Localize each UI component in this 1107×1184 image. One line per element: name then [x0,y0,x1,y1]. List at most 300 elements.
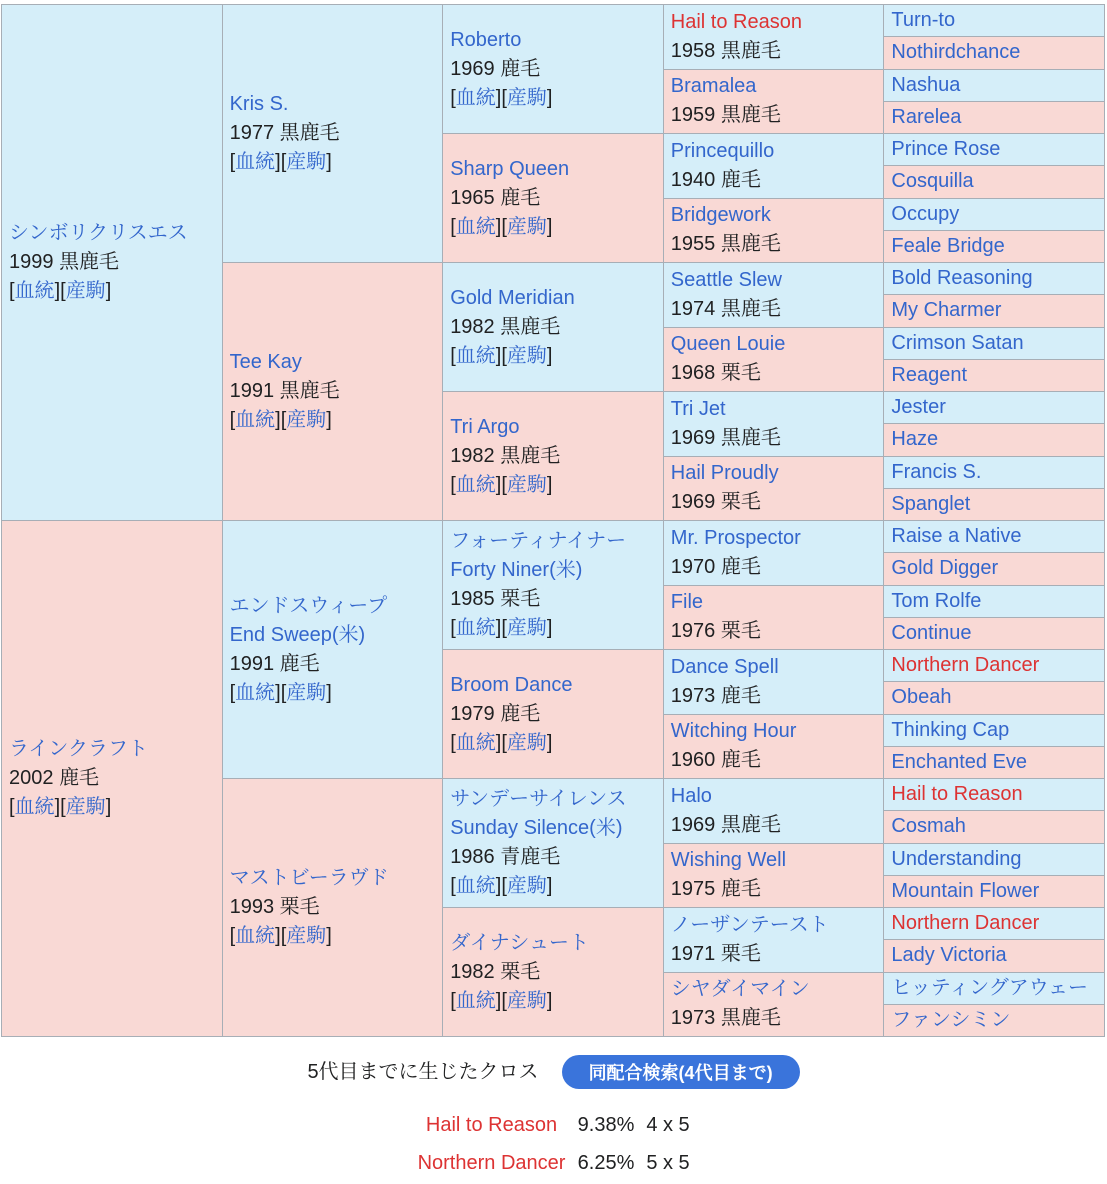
horse-name-en-link[interactable]: Forty Niner(米) [450,559,583,581]
birth-year: 1973 [670,684,716,707]
ancestor-cell [443,650,664,779]
birth-year: 1999 [9,251,54,273]
ancestor-cell [884,973,1105,1005]
birth-year: 1977 [229,122,275,144]
horse-name-link[interactable]: Northern Dancer [891,912,1040,935]
horse-name-link[interactable]: Halo [670,784,712,807]
horse-name-link[interactable]: Feale Bridge [891,234,1005,257]
horse-name-link[interactable]: Raise a Native [891,525,1022,548]
ancestor-cell [884,102,1105,134]
ref-bracket [450,732,501,754]
cross-horse-name: Northern Dancer [417,1151,566,1174]
offspring-link[interactable]: 産駒 [65,796,106,818]
coat-color: 栗毛 [720,362,761,385]
horse-name-link[interactable]: Nothirdchance [891,41,1021,64]
birth-year-coat [450,442,560,471]
horse-name-link[interactable]: Sharp Queen [450,157,570,180]
horse-name-link[interactable]: エンドスウィープ [229,594,388,617]
horse-name-link[interactable]: Witching Hour [670,720,797,743]
coat-color: 鹿毛 [720,555,761,578]
ref-bracket [501,216,552,238]
bloodline-link[interactable]: 血統 [235,925,276,947]
coat-color: 栗毛 [720,620,761,643]
horse-name-link[interactable]: フォーティナイナー [450,530,627,552]
birth-year: 1968 [670,362,716,385]
ref-bracket [281,151,332,173]
ref-bracket [230,151,281,173]
sire-cell [2,5,223,521]
ref-bracket [501,87,552,109]
ancestor-cell [884,715,1105,747]
ancestor-cell [884,876,1105,908]
birth-year-coat [671,424,781,453]
offspring-link[interactable]: 産駒 [506,989,547,1012]
horse-name-link[interactable]: Bridgework [670,204,771,227]
ancestor-cell [884,553,1105,585]
ancestor-cell [664,973,885,1038]
ancestor-cell [884,844,1105,876]
horse-name-link[interactable]: Turn-to [891,9,956,32]
ancestor-cell [664,521,885,586]
birth-year: 1986 [450,846,495,868]
horse-name-link[interactable]: Seattle Slew [670,268,782,291]
ref-bracket [281,682,332,704]
bloodline-link[interactable]: 血統 [235,681,276,704]
birth-year-coat [671,166,761,195]
dam-cell [2,521,223,1037]
ancestor-cell [664,263,885,328]
horse-name-link[interactable]: Obeah [891,686,952,709]
horse-name-link[interactable]: Spanglet [891,492,971,515]
offspring-link[interactable]: 産駒 [506,86,547,109]
ancestor-cell [884,166,1105,198]
birth-year: 1982 [450,960,495,983]
horse-name-link[interactable]: Understanding [891,847,1022,870]
reference-links [450,213,552,242]
pedigree-table [1,4,1105,1037]
coat-color: 黒鹿毛 [720,426,781,449]
ancestor-cell [664,650,885,715]
birth-year: 1974 [670,297,716,320]
ref-bracket [281,925,332,947]
horse-name-link[interactable]: Dance Spell [670,655,779,678]
birth-year: 1965 [450,186,495,209]
ref-bracket [501,345,552,367]
ancestor-cell [443,5,664,134]
ancestor-cell [884,134,1105,166]
ref-bracket [230,925,281,947]
ancestor-cell [223,263,444,521]
ancestor-cell [664,134,885,199]
ancestor-cell [884,424,1105,456]
ancestor-cell [664,586,885,651]
horse-name-link[interactable]: Tri Argo [450,415,520,438]
horse-name-link[interactable]: Mountain Flower [891,879,1040,902]
cross-horse-name: Hail to Reason [425,1113,558,1136]
ref-bracket [450,87,501,109]
ancestor-cell [884,328,1105,360]
birth-year: 2002 [9,767,54,789]
reference-links [9,277,111,306]
birth-year-coat [671,746,761,775]
horse-name-link[interactable]: File [670,591,704,614]
birth-year-coat [230,119,340,148]
birth-year: 1970 [670,555,716,578]
ref-bracket [450,617,501,639]
horse-name-link[interactable]: Cosmah [891,815,966,838]
horse-name-link[interactable]: Hail to Reason [670,10,802,33]
bloodline-link[interactable]: 血統 [235,409,276,431]
coat-color: 黒鹿毛 [720,813,781,836]
reference-links [450,84,552,113]
horse-name-link[interactable]: Tom Rolfe [891,589,982,612]
ancestor-cell [884,392,1105,424]
horse-name-link[interactable]: Rarelea [891,105,962,128]
horse-name-link[interactable]: マストビーラヴド [229,867,389,889]
horse-name-link[interactable]: Cosquilla [891,170,974,193]
coat-color: 鹿毛 [720,749,761,772]
ancestor-cell [443,521,664,650]
bloodline-link[interactable]: 血統 [455,617,496,639]
ancestor-cell [884,70,1105,102]
horse-name-link[interactable]: Thinking Cap [891,718,1010,741]
ancestor-cell [884,37,1105,69]
coat-color: 鹿毛 [279,652,320,675]
coat-color: 鹿毛 [720,168,761,191]
horse-name-link[interactable]: Crimson Satan [891,331,1024,354]
cross-section-title: 5代目までに生じたクロス [307,1061,539,1083]
bloodline-link[interactable]: 血統 [455,344,496,367]
offspring-link[interactable]: 産駒 [506,617,547,639]
birth-year: 1991 [229,380,275,402]
ancestor-cell [443,779,664,908]
offspring-link[interactable]: 産駒 [506,473,547,496]
ancestor-cell [664,908,885,973]
offspring-link[interactable]: 産駒 [506,344,547,367]
birth-year-coat [450,55,540,84]
ref-bracket [230,409,281,431]
ancestor-cell [884,940,1105,972]
coat-color: 黒鹿毛 [720,233,781,256]
birth-year: 1985 [450,588,495,610]
horse-name-link[interactable]: Lady Victoria [891,944,1007,967]
ancestor-cell [884,747,1105,779]
ref-bracket [450,990,501,1012]
ref-bracket [501,875,552,897]
horse-name-link[interactable]: Enchanted Eve [891,750,1028,773]
birth-year: 1973 [670,1007,716,1030]
ref-bracket [9,796,60,818]
ancestor-cell [884,779,1105,811]
offspring-link[interactable]: 産駒 [506,731,547,754]
horse-name-link[interactable]: Gold Digger [891,557,999,580]
horse-name-link[interactable]: ラインクラフト [9,738,148,760]
horse-name-link[interactable]: Queen Louie [670,333,786,356]
birth-year-coat [230,650,320,679]
ref-bracket [501,732,552,754]
birth-year: 1959 [670,104,716,127]
ref-bracket [60,280,111,302]
horse-name-link[interactable]: Mr. Prospector [670,526,801,549]
ancestor-cell [884,489,1105,521]
birth-year: 1969 [670,426,716,449]
coat-color: 鹿毛 [500,57,541,80]
coat-color: 鹿毛 [500,702,541,725]
same-mating-search-button[interactable]: 同配合検索(4代目まで) [562,1055,800,1089]
horse-name-link[interactable]: Tri Jet [670,397,726,420]
ancestor-cell [223,779,444,1037]
ancestor-cell [664,715,885,780]
ref-bracket [60,796,111,818]
reference-links [9,793,111,822]
horse-name-link[interactable]: Continue [891,621,972,644]
ancestor-cell [884,908,1105,940]
horse-name-link[interactable]: Francis S. [891,460,982,483]
ancestor-cell [443,908,664,1037]
reference-links [450,342,552,371]
birth-year-coat [671,37,781,66]
horse-name-link[interactable]: Prince Rose [891,138,1001,161]
birth-year: 1958 [670,39,716,62]
coat-color: 黒鹿毛 [720,104,781,127]
ancestor-cell [884,295,1105,327]
ref-bracket [501,617,552,639]
ref-bracket [9,280,60,302]
ancestor-cell [443,263,664,392]
ancestor-cell [884,457,1105,489]
horse-name-link[interactable]: Wishing Well [670,849,787,872]
horse-name-link[interactable]: Kris S. [229,93,289,115]
birth-year-coat [671,101,781,130]
ancestor-cell [884,231,1105,263]
ancestor-cell [884,5,1105,37]
birth-year: 1991 [229,652,275,675]
birth-year: 1993 [229,896,275,918]
birth-year-coat [671,553,761,582]
birth-year-coat [671,875,761,904]
horse-name-link[interactable]: Hail to Reason [891,783,1023,806]
horse-name-link[interactable]: ファンシミン [891,1008,1011,1031]
birth-year: 1969 [450,57,495,80]
birth-year: 1979 [450,702,495,725]
birth-year: 1976 [670,620,716,643]
ref-bracket [450,216,501,238]
horse-name-link[interactable]: Northern Dancer [891,654,1040,677]
birth-year-coat [671,359,761,388]
cross-percent: 9.38% [577,1113,635,1136]
reference-links [230,406,332,435]
birth-year-coat [671,940,761,969]
horse-name-link[interactable]: サンデーサイレンス [450,788,627,810]
ref-bracket [450,345,501,367]
horse-name-link[interactable]: Haze [891,428,939,451]
ancestor-cell [443,134,664,263]
birth-year-coat [450,313,560,342]
horse-name-link[interactable]: Jester [891,396,946,419]
ancestor-cell [664,199,885,264]
bloodline-link[interactable]: 血統 [235,151,276,173]
coat-color: 黒鹿毛 [279,122,340,144]
horse-name-en-link[interactable]: Sunday Silence(米) [450,817,623,839]
birth-year: 1971 [670,942,716,965]
ref-bracket [230,682,281,704]
coat-color: 栗毛 [720,491,761,514]
horse-name-link[interactable]: ダイナシュート [450,931,589,954]
ancestor-cell [223,521,444,779]
offspring-link[interactable]: 産駒 [506,215,547,238]
reference-links [450,614,552,643]
coat-color: 鹿毛 [720,878,761,901]
birth-year-coat [9,764,99,793]
bloodline-link[interactable]: 血統 [14,796,55,818]
horse-name-link[interactable]: Nashua [891,73,961,96]
ref-bracket [501,990,552,1012]
birth-year-coat [450,843,560,872]
coat-color: 黒鹿毛 [500,315,561,338]
ref-bracket [281,409,332,431]
offspring-link[interactable]: 産駒 [65,280,106,302]
coat-color: 鹿毛 [59,767,100,789]
ancestor-cell [664,70,885,135]
birth-year-coat [671,811,781,840]
coat-color: 栗毛 [500,960,541,983]
reference-links [230,679,332,708]
reference-links [230,148,332,177]
cross-section-header [0,1055,1107,1089]
birth-year-coat [671,682,761,711]
birth-year-coat [450,585,540,614]
coat-color: 黒鹿毛 [279,380,340,402]
horse-name-link[interactable]: Princequillo [670,139,775,162]
coat-color: 黒鹿毛 [720,1007,781,1030]
ancestor-cell [884,586,1105,618]
coat-color: 栗毛 [720,942,761,965]
coat-color: 黒鹿毛 [720,39,781,62]
bloodline-link[interactable]: 血統 [455,215,496,238]
horse-name-link[interactable]: Occupy [891,202,960,225]
birth-year-coat [671,1004,781,1033]
ancestor-cell [664,5,885,70]
offspring-link[interactable]: 産駒 [286,409,327,431]
bloodline-link[interactable]: 血統 [455,989,496,1012]
table-row [409,1144,699,1182]
horse-name-link[interactable]: Roberto [450,28,522,51]
reference-links [230,922,332,951]
cross-percent: 6.25% [577,1151,635,1174]
birth-year: 1955 [670,233,716,256]
ancestor-cell [884,360,1105,392]
birth-year-coat [450,958,540,987]
ancestor-cell [664,779,885,844]
coat-color: 青鹿毛 [500,846,561,868]
birth-year-coat [230,377,340,406]
cross-generations: 5 x 5 [646,1151,690,1174]
horse-name-link[interactable]: Bramalea [670,75,757,98]
reference-links [450,729,552,758]
ancestor-cell [443,392,664,521]
bloodline-link[interactable]: 血統 [455,875,496,897]
reference-links [450,471,552,500]
cross-table [409,1106,699,1182]
ancestor-cell [884,1005,1105,1037]
ancestor-cell [884,811,1105,843]
bloodline-link[interactable]: 血統 [455,731,496,754]
birth-year-coat [450,184,540,213]
ancestor-cell [884,521,1105,553]
bloodline-link[interactable]: 血統 [455,86,496,109]
coat-color: 黒鹿毛 [720,297,781,320]
birth-year: 1969 [670,813,716,836]
horse-name-link[interactable]: Bold Reasoning [891,267,1033,290]
horse-name-link[interactable]: Gold Meridian [450,286,575,309]
table-row [409,1106,699,1144]
birth-year-coat [450,700,540,729]
birth-year-coat [671,295,781,324]
offspring-link[interactable]: 産駒 [286,681,327,704]
offspring-link[interactable]: 産駒 [286,151,327,173]
ancestor-cell [664,457,885,522]
horse-name-link[interactable]: シヤダイマイン [670,978,810,1001]
ancestor-cell [884,618,1105,650]
birth-year: 1960 [670,749,716,772]
horse-name-link[interactable]: Hail Proudly [670,462,779,485]
coat-color: 鹿毛 [720,684,761,707]
coat-color: 栗毛 [500,588,541,610]
ancestor-cell [664,328,885,393]
horse-name-link[interactable]: Reagent [891,363,968,386]
ref-bracket [450,474,501,496]
birth-year-coat [230,893,320,922]
ancestor-cell [884,199,1105,231]
horse-name-link[interactable]: シンボリクリスエス [9,222,188,244]
birth-year-coat [9,248,119,277]
ancestor-cell [884,650,1105,682]
ancestor-cell [884,263,1105,295]
birth-year-coat [671,617,761,646]
ref-bracket [501,474,552,496]
offspring-link[interactable]: 産駒 [286,925,327,947]
birth-year: 1969 [670,491,716,514]
ancestor-cell [664,844,885,909]
horse-name-link[interactable]: Broom Dance [450,673,573,696]
horse-name-link[interactable]: ヒッティングアウェー [891,976,1088,999]
bloodline-link[interactable]: 血統 [455,473,496,496]
ancestor-cell [884,682,1105,714]
horse-name-link[interactable]: Tee Kay [229,351,302,373]
coat-color: 鹿毛 [500,186,541,209]
coat-color: 栗毛 [279,896,320,918]
horse-name-link[interactable]: My Charmer [891,299,1002,322]
birth-year: 1982 [450,315,495,338]
coat-color: 黒鹿毛 [59,251,120,273]
ancestor-cell [664,392,885,457]
reference-links [450,872,552,901]
horse-name-link[interactable]: ノーザンテースト [670,913,829,936]
bloodline-link[interactable]: 血統 [14,280,55,302]
ref-bracket [450,875,501,897]
ancestor-cell [223,5,444,263]
offspring-link[interactable]: 産駒 [506,875,547,897]
cross-generations: 4 x 5 [646,1113,690,1136]
reference-links [450,987,552,1016]
coat-color: 黒鹿毛 [500,444,561,467]
horse-name-en-link[interactable]: End Sweep(米) [229,623,366,646]
birth-year-coat [671,230,781,259]
birth-year-coat [671,488,761,517]
birth-year: 1982 [450,444,495,467]
birth-year: 1975 [670,878,716,901]
birth-year: 1940 [670,168,716,191]
